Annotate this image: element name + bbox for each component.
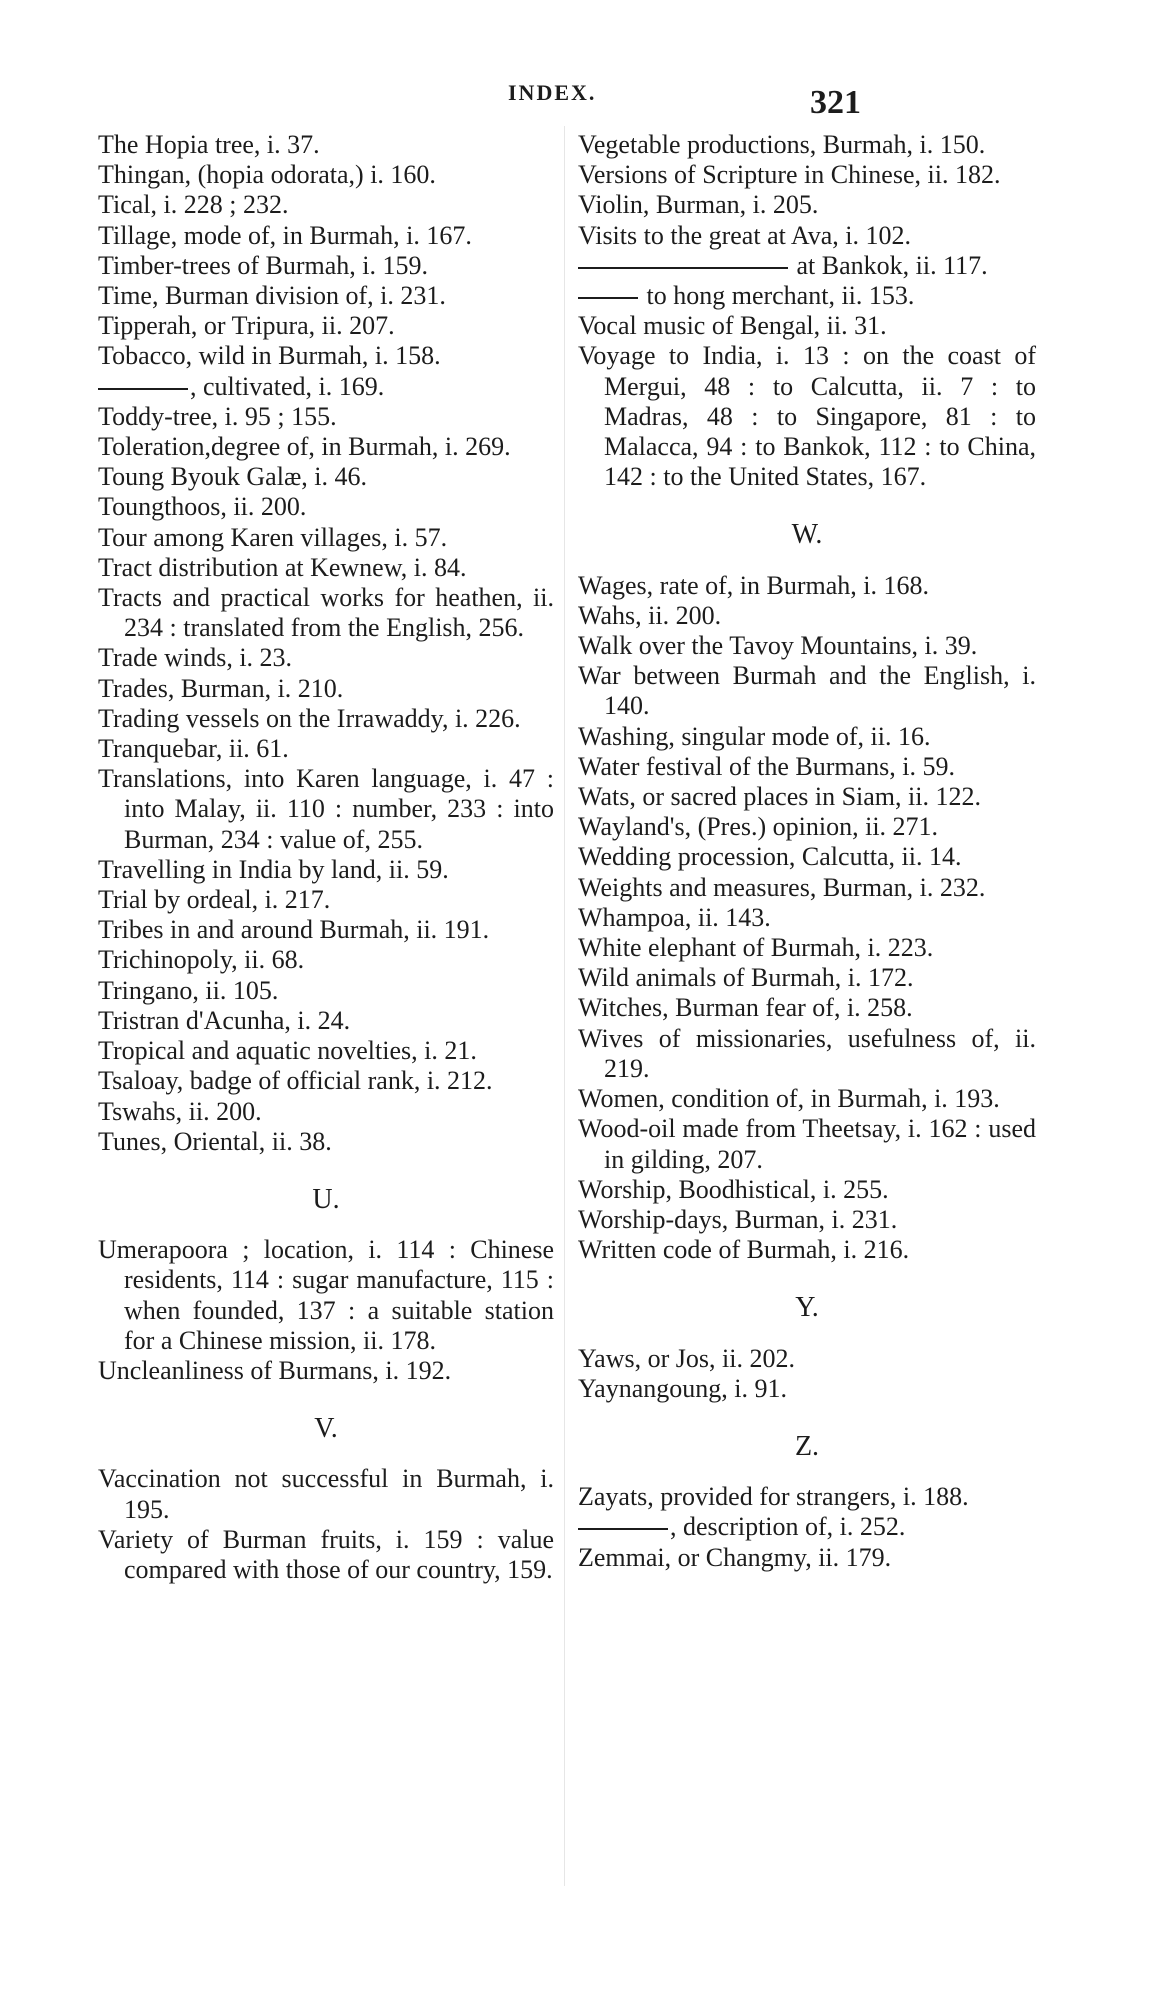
index-entry: [578, 1205, 1036, 1235]
index-entry: [578, 661, 1036, 721]
index-entry-text: Yaynangoung, i. 91.: [578, 1373, 787, 1403]
index-entry: [578, 1543, 1036, 1573]
index-entry: [98, 1525, 554, 1585]
index-entry-text: Tracts and practical works for heathen, ii. 234 : translated from the English, 256.: [98, 583, 554, 643]
index-entry: [98, 764, 554, 855]
index-entry: [578, 571, 1036, 601]
index-entry-text: Tobacco, wild in Burmah, i. 158.: [98, 341, 441, 371]
index-entry-text: , cultivated, i. 169.: [190, 371, 385, 401]
section-letter: Y.: [795, 1292, 819, 1324]
index-entry: [98, 855, 554, 885]
index-entry-text: Wives of missionaries, usefulness of, ii. 219.: [578, 1023, 1036, 1083]
index-entry: [98, 492, 554, 522]
index-entry: [98, 583, 554, 643]
index-entry: [98, 221, 554, 251]
index-entry-text: Tribes in and around Burmah, ii. 191.: [98, 915, 490, 945]
index-entry: [98, 885, 554, 915]
index-entry-text: Worship, Boodhistical, i. 255.: [578, 1174, 889, 1204]
index-entry-text: Tour among Karen villages, i. 57.: [98, 522, 448, 552]
index-entry-text: The Hopia tree, i. 37.: [98, 130, 320, 159]
index-entry: [98, 311, 554, 341]
index-entry: [98, 523, 554, 553]
index-entry: [578, 130, 1036, 160]
index-entry-text: Yaws, or Jos, ii. 202.: [578, 1343, 795, 1373]
index-entry: [98, 1356, 554, 1386]
index-entry: [578, 903, 1036, 933]
index-entry: [578, 341, 1036, 492]
index-entry-text: Tswahs, ii. 200.: [98, 1096, 262, 1126]
index-entry: [98, 1097, 554, 1127]
index-entry-text: Toddy-tree, i. 95 ; 155.: [98, 401, 337, 431]
index-entry-text: Tillage, mode of, in Burmah, i. 167.: [98, 220, 472, 250]
index-entry-text: Vocal music of Bengal, ii. 31.: [578, 311, 887, 341]
index-entry-text: Time, Burman division of, i. 231.: [98, 281, 446, 311]
index-entry-text: Tract distribution at Kewnew, i. 84.: [98, 552, 467, 582]
index-entry: [578, 1482, 1036, 1512]
index-entry-text: Tropical and aquatic novelties, i. 21.: [98, 1036, 477, 1066]
index-entry: [98, 704, 554, 734]
index-entry: [578, 963, 1036, 993]
index-entry-text: Toung Byouk Galæ, i. 46.: [98, 462, 368, 492]
index-entry: [578, 1235, 1036, 1265]
index-entry-text: Uncleanliness of Burmans, i. 192.: [98, 1355, 452, 1385]
section-letter: Z.: [794, 1430, 820, 1462]
index-entry: [578, 993, 1036, 1023]
index-entry: [98, 402, 554, 432]
index-entry-text: Umerapoora ; location, i. 114 : Chinese residents, 114 : sugar manufacture, 115 : when founded, 137 : a suitable station for a Chinese mission, ii. 178.: [98, 1235, 554, 1355]
section-letter: U.: [312, 1183, 340, 1215]
index-entry-text: Voyage to India, i. 13 : on the coast of Mergui, 48 : to Calcutta, ii. 7 : to Madras, 48 : to Singapore, 81 : to Malacca, 94 : to Bankok, 112 : to China, 142 : to the United States, 167.: [578, 341, 1036, 492]
index-entry: [98, 341, 554, 371]
index-entry-text: to hong merchant, ii. 153.: [640, 281, 915, 311]
index-entry-text: Wayland's, (Pres.) opinion, ii. 271.: [578, 812, 939, 842]
index-entry-text: Wahs, ii. 200.: [578, 600, 722, 630]
index-entry-text: Toleration,degree of, in Burmah, i. 269.: [98, 432, 511, 462]
index-entry: [578, 311, 1036, 341]
index-entry-text: Wild animals of Burmah, i. 172.: [578, 963, 914, 993]
index-entry: [98, 281, 554, 311]
index-entry: [98, 674, 554, 704]
index-entry: [98, 553, 554, 583]
index-entry-text: Water festival of the Burmans, i. 59.: [578, 751, 955, 781]
index-entry: [98, 643, 554, 673]
index-entry: [578, 873, 1036, 903]
index-entry: [578, 782, 1036, 812]
index-entry-text: White elephant of Burmah, i. 223.: [578, 933, 934, 963]
running-head: [0, 68, 1160, 128]
index-entry: [98, 1235, 554, 1356]
index-entry-text: Wood-oil made from Theetsay, i. 162 : used in gilding, 207.: [578, 1114, 1036, 1174]
index-entry-text: Violin, Burman, i. 205.: [578, 190, 819, 220]
index-entry: [98, 251, 554, 281]
index-entry-text: War between Burmah and the English, i. 140.: [578, 661, 1036, 721]
index-entry-text: Translations, into Karen language, i. 47 : into Malay, ii. 110 : number, 233 : into Burman, 234 : value of, 255.: [98, 764, 554, 854]
index-entry: [578, 160, 1036, 190]
ditto-dash: [578, 297, 638, 299]
index-column-left: [98, 130, 554, 1585]
index-entry-text: Wats, or sacred places in Siam, ii. 122.: [578, 782, 981, 812]
index-entry-text: Worship-days, Burman, i. 231.: [578, 1204, 898, 1234]
index-entry-text: Tical, i. 228 ; 232.: [98, 190, 289, 220]
index-entry-text: Women, condition of, in Burmah, i. 193.: [578, 1084, 1000, 1114]
index-entry-text: Washing, singular mode of, ii. 16.: [578, 721, 931, 751]
index-entry-text: Tsaloay, badge of official rank, i. 212.: [98, 1066, 493, 1096]
index-entry-text: Timber-trees of Burmah, i. 159.: [98, 250, 428, 280]
index-entry: [578, 221, 1036, 251]
index-entry-text: Walk over the Tavoy Mountains, i. 39.: [578, 631, 978, 661]
index-entry: [98, 976, 554, 1006]
index-entry-text: Wedding procession, Calcutta, ii. 14.: [578, 842, 962, 872]
index-entry: [578, 1374, 1036, 1404]
index-entry: [98, 160, 554, 190]
index-entry-text: Trichinopoly, ii. 68.: [98, 945, 305, 975]
page-number: 321: [810, 84, 861, 121]
index-entry: [578, 601, 1036, 631]
index-entry: [98, 1127, 554, 1157]
section-letter: V.: [314, 1413, 338, 1445]
index-entry: [578, 812, 1036, 842]
index-entry-text: Whampoa, ii. 143.: [578, 902, 771, 932]
ditto-dash: [578, 267, 788, 269]
running-head-title: INDEX.: [508, 80, 597, 105]
index-entry-text: Thingan, (hopia odorata,) i. 160.: [98, 160, 436, 190]
index-entry: [578, 842, 1036, 872]
index-entry: [578, 1344, 1036, 1374]
index-entry-text: Tranquebar, ii. 61.: [98, 734, 289, 764]
index-entry-text: Trial by ordeal, i. 217.: [98, 885, 331, 915]
index-entry: [98, 1006, 554, 1036]
index-entry: [578, 190, 1036, 220]
index-entry-text: Tristran d'Acunha, i. 24.: [98, 1005, 351, 1035]
index-entry-text: Trade winds, i. 23.: [98, 643, 293, 673]
index-entry-text: Tipperah, or Tripura, ii. 207.: [98, 311, 395, 341]
index-entry-text: Weights and measures, Burman, i. 232.: [578, 872, 986, 902]
index-entry: [98, 372, 554, 402]
index-entry: [98, 462, 554, 492]
index-entry: [98, 1464, 554, 1524]
index-entry: [578, 1084, 1036, 1114]
index-entry: [578, 1114, 1036, 1174]
index-entry: [578, 1175, 1036, 1205]
index-entry: [578, 631, 1036, 661]
index-entry-text: Written code of Burmah, i. 216.: [578, 1235, 910, 1265]
index-entry-text: Travelling in India by land, ii. 59.: [98, 854, 449, 884]
index-entry-text: Trades, Burman, i. 210.: [98, 673, 344, 703]
index-entry-text: Vaccination not successful in Burmah, i. 195.: [98, 1464, 554, 1524]
index-entry: [98, 432, 554, 462]
section-letter: W.: [791, 519, 823, 551]
index-entry-text: Tunes, Oriental, ii. 38.: [98, 1126, 332, 1156]
index-entry: [98, 945, 554, 975]
index-entry: [98, 190, 554, 220]
index-entry: [578, 933, 1036, 963]
index-entry-text: Tringano, ii. 105.: [98, 975, 279, 1005]
index-entry-text: at Bankok, ii. 117.: [790, 250, 988, 280]
ditto-dash: [98, 388, 188, 390]
index-entry: [98, 130, 554, 160]
index-entry-text: Witches, Burman fear of, i. 258.: [578, 993, 913, 1023]
ditto-dash: [578, 1528, 668, 1530]
index-entry: [578, 1024, 1036, 1084]
index-entry-text: Toungthoos, ii. 200.: [98, 492, 307, 522]
index-entry-text: Variety of Burman fruits, i. 159 : value compared with those of our country, 159.: [98, 1524, 554, 1584]
index-entry-text: Versions of Scripture in Chinese, ii. 182.: [578, 160, 1001, 190]
index-entry: [98, 915, 554, 945]
column-gutter: [564, 126, 565, 1886]
index-entry-text: Zemmai, or Changmy, ii. 179.: [578, 1542, 892, 1572]
index-entry: [578, 752, 1036, 782]
index-entry: [98, 1036, 554, 1066]
index-entry: [578, 251, 1036, 281]
index-entry: [98, 734, 554, 764]
index-entry-text: , description of, i. 252.: [670, 1512, 906, 1542]
index-entry-text: Trading vessels on the Irrawaddy, i. 226.: [98, 703, 521, 733]
index-entry-text: Vegetable productions, Burmah, i. 150.: [578, 130, 986, 159]
index-entry: [98, 1066, 554, 1096]
index-entry-text: Wages, rate of, in Burmah, i. 168.: [578, 570, 929, 600]
index-entry-text: Zayats, provided for strangers, i. 188.: [578, 1482, 969, 1512]
index-entry: [578, 722, 1036, 752]
index-entry-text: Visits to the great at Ava, i. 102.: [578, 220, 912, 250]
index-entry: [578, 1512, 1036, 1542]
index-entry: [578, 281, 1036, 311]
index-column-right: [578, 130, 1036, 1573]
